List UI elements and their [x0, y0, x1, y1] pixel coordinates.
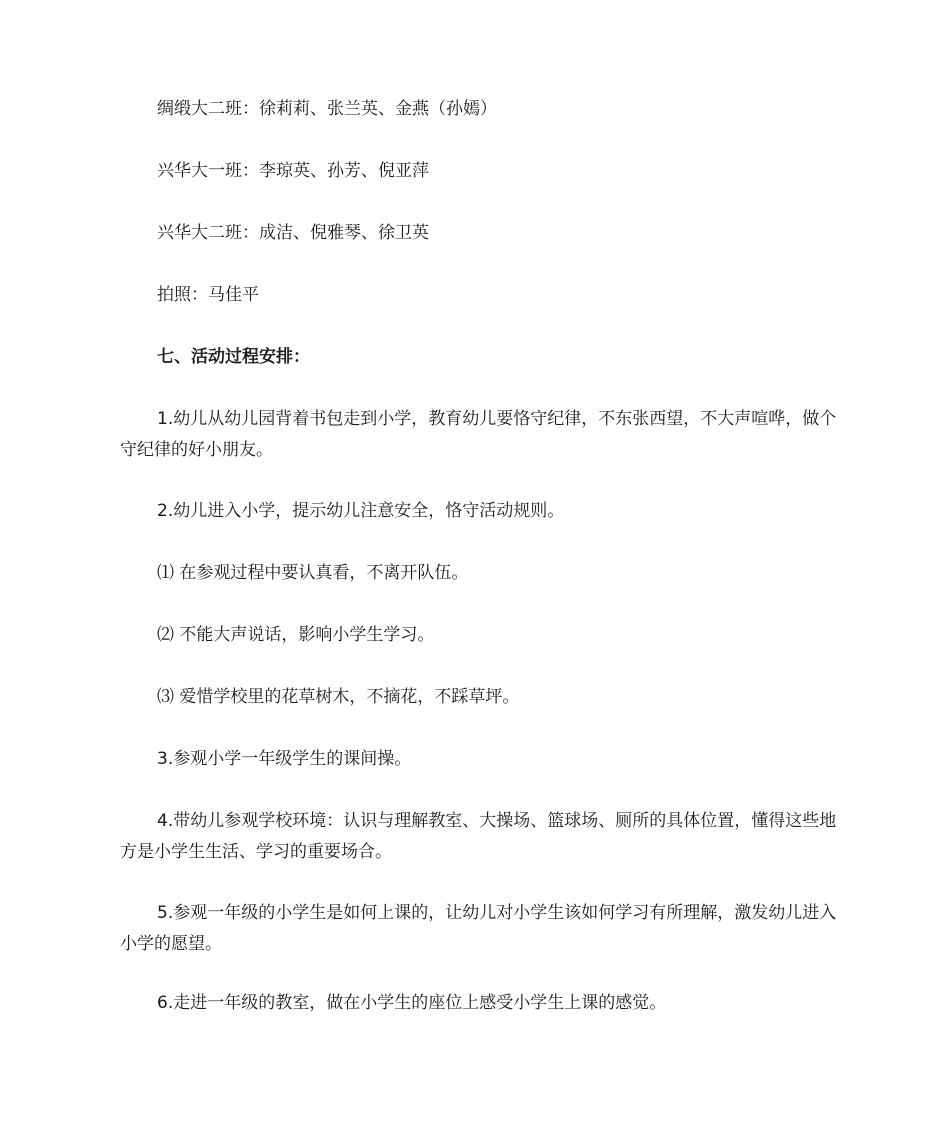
process-step-1: 1.幼儿从幼儿园背着书包走到小学，教育幼儿要恪守纪律，不东张西望，不大声喧哗，做个守纪律的好小朋友。: [120, 409, 837, 460]
process-step-6: 6.走进一年级的教室，做在小学生的座位上感受小学生上课的感觉。: [157, 993, 667, 1013]
process-step-4: 4.带幼儿参观学校环境：认识与理解教室、大操场、篮球场、厕所的具体位置，懂得这些地方是小学生生活、学习的重要场合。: [120, 811, 837, 862]
process-step-3: 3.参观小学一年级学生的课间操。: [157, 749, 412, 769]
class-assignment-xinghua-2: 兴华大二班：成洁、倪雅琴、徐卫英: [157, 223, 429, 243]
photographer-line: 拍照：马佳平: [157, 285, 259, 305]
rule-item-2: ⑵ 不能大声说话，影响小学生学习。: [157, 625, 435, 645]
rule-item-1: ⑴ 在参观过程中要认真看，不离开队伍。: [157, 563, 469, 583]
class-assignment-chouduan-2: 绸缎大二班：徐莉莉、张兰英、金燕（孙嫣）: [157, 99, 497, 119]
class-assignment-xinghua-1: 兴华大一班：李琼英、孙芳、倪亚萍: [157, 161, 429, 181]
section-heading: 七、活动过程安排：: [157, 347, 310, 367]
process-step-2: 2.幼儿进入小学，提示幼儿注意安全，恪守活动规则。: [157, 501, 565, 521]
process-step-5: 5.参观一年级的小学生是如何上课的，让幼儿对小学生该如何学习有所理解，激发幼儿进入小学的愿望。: [120, 903, 837, 954]
rule-item-3: ⑶ 爱惜学校里的花草树木，不摘花，不踩草坪。: [157, 687, 520, 707]
